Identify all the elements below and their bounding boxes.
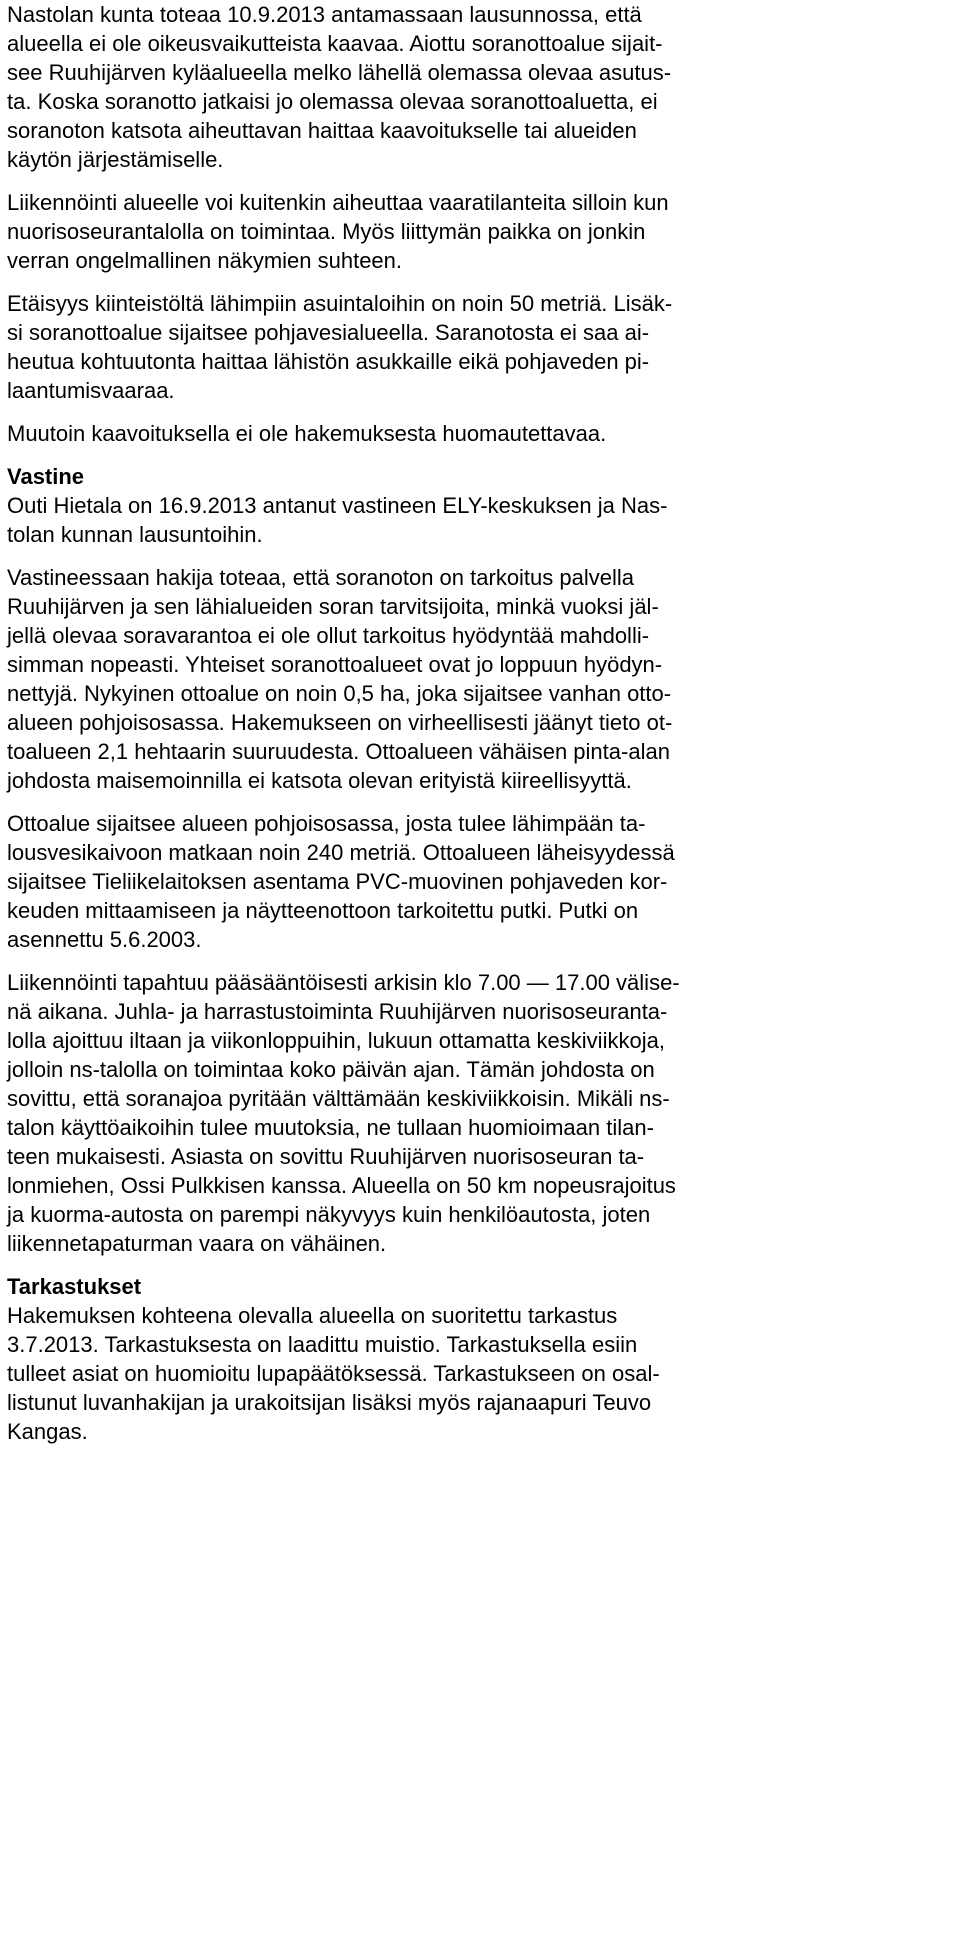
text-line: heutua kohtuutonta haittaa lähistön asukkaille eikä pohjaveden pi-	[7, 349, 650, 374]
text-line: alueella ei ole oikeusvaikutteista kaavaa. Aiottu soranottoalue sijait-	[7, 31, 663, 56]
text-line: si soranottoalue sijaitsee pohjavesialueella. Saranotosta ei saa ai-	[7, 320, 650, 345]
text-line: lonmiehen, Ossi Pulkkisen kanssa. Alueella on 50 km nopeusrajoitus	[7, 1173, 676, 1198]
paragraph	[7, 809, 953, 954]
text-line: jolloin ns-talolla on toimintaa koko päivän ajan. Tämän johdosta on	[7, 1057, 655, 1082]
paragraph	[7, 188, 953, 275]
section-heading: Vastine	[7, 464, 85, 489]
text-line: lousvesikaivoon matkaan noin 240 metriä. Ottoalueen läheisyydessä	[7, 840, 675, 865]
text-line: Liikennöinti alueelle voi kuitenkin aiheuttaa vaaratilanteita silloin kun	[7, 190, 669, 215]
paragraph-gap	[7, 549, 953, 563]
document-page	[7, 0, 953, 1446]
text-line: jellä olevaa soravarantoa ei ole ollut tarkoitus hyödyntää mahdolli-	[7, 623, 650, 648]
text-line: tulleet asiat on huomioitu lupapäätöksessä. Tarkastukseen on osal-	[7, 1361, 660, 1386]
text-line: tolan kunnan lausuntoihin.	[7, 522, 263, 547]
text-line: talon käyttöaikoihin tulee muutoksia, ne tullaan huomioimaan tilan-	[7, 1115, 654, 1140]
text-line: ja kuorma-autosta on parempi näkyvyys kuin henkilöautosta, joten	[7, 1202, 651, 1227]
paragraph	[7, 563, 953, 795]
paragraph-gap	[7, 174, 953, 188]
paragraph	[7, 968, 953, 1258]
text-line: Kangas.	[7, 1419, 88, 1444]
paragraph-gap	[7, 1258, 953, 1272]
text-line: Muutoin kaavoituksella ei ole hakemuksesta huomautettavaa.	[7, 421, 607, 446]
paragraph	[7, 462, 953, 549]
text-line: käytön järjestämiselle.	[7, 147, 224, 172]
text-line: Ruuhijärven ja sen lähialueiden soran tarvitsijoita, minkä vuoksi jäl-	[7, 594, 659, 619]
text-line: Vastineessaan hakija toteaa, että soranoton on tarkoitus palvella	[7, 565, 634, 590]
text-line: alueen pohjoisosassa. Hakemukseen on virheellisesti jäänyt tieto ot-	[7, 710, 673, 735]
text-line: Etäisyys kiinteistöltä lähimpiin asuintaloihin on noin 50 metriä. Lisäk-	[7, 291, 673, 316]
text-line: johdosta maisemoinnilla ei katsota olevan erityistä kiireellisyyttä.	[7, 768, 632, 793]
text-line: Ottoalue sijaitsee alueen pohjoisosassa, josta tulee lähimpään ta-	[7, 811, 646, 836]
text-line: soranoton katsota aiheuttavan haittaa kaavoitukselle tai alueiden	[7, 118, 637, 143]
text-line: simman nopeasti. Yhteiset soranottoalueet ovat jo loppuun hyödyn-	[7, 652, 663, 677]
text-line: sovittu, että soranajoa pyritään välttämään keskiviikkoisin. Mikäli ns-	[7, 1086, 670, 1111]
paragraph	[7, 1272, 953, 1446]
text-line: Liikennöinti tapahtuu pääsääntöisesti arkisin klo 7.00 — 17.00 välise-	[7, 970, 680, 995]
text-line: see Ruuhijärven kyläalueella melko lähellä olemassa olevaa asutus-	[7, 60, 672, 85]
paragraph	[7, 0, 953, 174]
paragraph-gap	[7, 448, 953, 462]
text-line: laantumisvaaraa.	[7, 378, 175, 403]
section-heading: Tarkastukset	[7, 1274, 142, 1299]
text-line: asennettu 5.6.2003.	[7, 927, 202, 952]
text-line: nettyjä. Nykyinen ottoalue on noin 0,5 ha, joka sijaitsee vanhan otto-	[7, 681, 672, 706]
text-line: teen mukaisesti. Asiasta on sovittu Ruuhijärven nuorisoseuran ta-	[7, 1144, 645, 1169]
text-line: Outi Hietala on 16.9.2013 antanut vastineen ELY-keskuksen ja Nas-	[7, 493, 668, 518]
text-line: nä aikana. Juhla- ja harrastustoiminta Ruuhijärven nuorisoseuranta-	[7, 999, 668, 1024]
paragraph-gap	[7, 275, 953, 289]
paragraph	[7, 289, 953, 405]
text-line: liikennetapaturman vaara on vähäinen.	[7, 1231, 387, 1256]
paragraph	[7, 419, 953, 448]
text-line: Nastolan kunta toteaa 10.9.2013 antamassaan lausunnossa, että	[7, 2, 642, 27]
text-line: sijaitsee Tieliikelaitoksen asentama PVC-muovinen pohjaveden kor-	[7, 869, 668, 894]
paragraph-gap	[7, 405, 953, 419]
paragraph-gap	[7, 954, 953, 968]
text-line: keuden mittaamiseen ja näytteenottoon tarkoitettu putki. Putki on	[7, 898, 639, 923]
text-line: lolla ajoittuu iltaan ja viikonloppuihin, lukuun ottamatta keskiviikkoja,	[7, 1028, 665, 1053]
text-line: verran ongelmallinen näkymien suhteen.	[7, 248, 403, 273]
text-line: nuorisoseurantalolla on toimintaa. Myös liittymän paikka on jonkin	[7, 219, 646, 244]
paragraph-gap	[7, 795, 953, 809]
text-line: 3.7.2013. Tarkastuksesta on laadittu muistio. Tarkastuksella esiin	[7, 1332, 638, 1357]
text-line: ta. Koska soranotto jatkaisi jo olemassa olevaa soranottoaluetta, ei	[7, 89, 658, 114]
text-line: Hakemuksen kohteena olevalla alueella on suoritettu tarkastus	[7, 1303, 618, 1328]
text-line: toalueen 2,1 hehtaarin suuruudesta. Ottoalueen vähäisen pinta-alan	[7, 739, 670, 764]
text-line: listunut luvanhakijan ja urakoitsijan lisäksi myös rajanaapuri Teuvo	[7, 1390, 652, 1415]
